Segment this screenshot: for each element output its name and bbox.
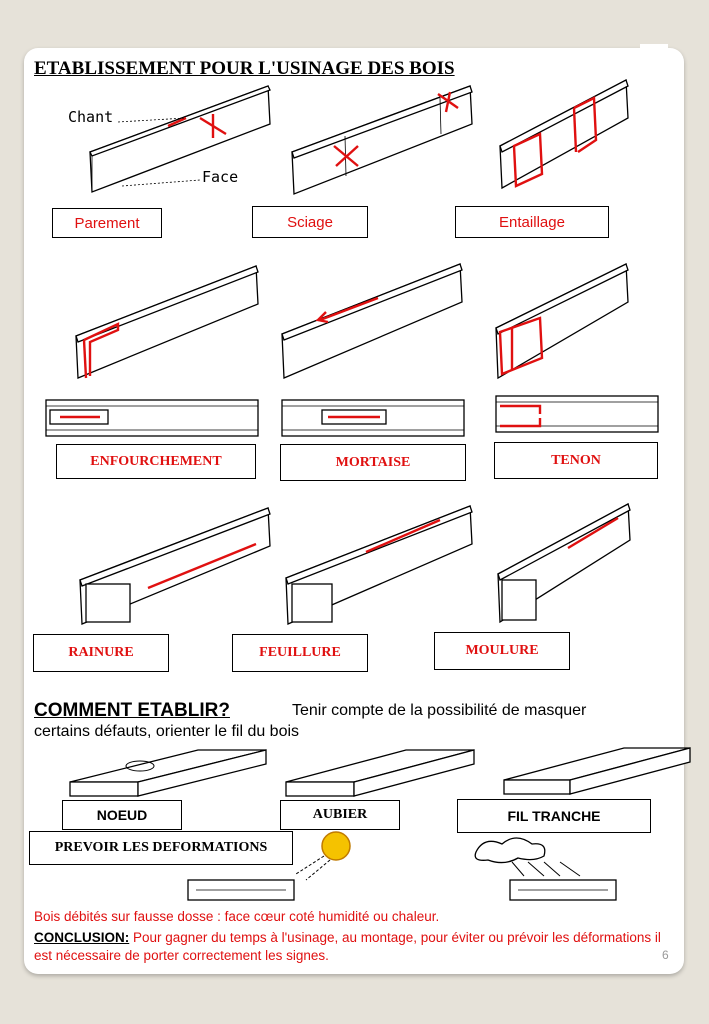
rainure-plank-illustration xyxy=(80,508,270,624)
label-noeud: NOEUD xyxy=(62,800,182,830)
label-rainure: RAINURE xyxy=(33,634,169,672)
label-mortaise: MORTAISE xyxy=(280,444,466,481)
mortaise-plank-illustration xyxy=(282,264,462,378)
cloud-icon xyxy=(475,838,580,876)
humidity-board-illustration xyxy=(510,880,616,900)
feuillure-plank-illustration xyxy=(286,506,472,624)
conclusion-text: Pour gagner du temps à l'usinage, au montage, pour éviter ou prévoir les déformations il est nécessaire de porter correctement les signes. xyxy=(34,930,661,963)
sun-icon xyxy=(296,832,350,880)
moulure-plank-illustration xyxy=(498,504,630,622)
entaillage-plank-illustration xyxy=(500,80,628,188)
label-parement: Parement xyxy=(52,208,162,238)
comment-heading: COMMENT ETABLIR? xyxy=(34,700,230,721)
label-feuillure: FEUILLURE xyxy=(232,634,368,672)
sciage-plank-illustration xyxy=(292,86,472,194)
label-moulure: MOULURE xyxy=(434,632,570,670)
enfourchement-plank-illustration xyxy=(76,266,258,378)
comment-text-1: Tenir compte de la possibilité de masquer xyxy=(292,702,587,719)
note-fausse-dosse: Bois débités sur fausse dosse : face cœur coté humidité ou chaleur. xyxy=(34,909,440,924)
chant-annotation: Chant xyxy=(68,108,114,126)
enfourchement-section xyxy=(46,400,258,436)
label-enfourchement: ENFOURCHEMENT xyxy=(56,444,256,479)
noeud-board-illustration xyxy=(70,750,266,796)
comment-text-2: certains défauts, orienter le fil du bois xyxy=(34,723,300,740)
conclusion-paragraph xyxy=(34,929,674,965)
page-number: 6 xyxy=(662,948,669,962)
label-tenon: TENON xyxy=(494,442,658,479)
parement-plank-illustration xyxy=(90,86,270,192)
label-fil-tranche: FIL TRANCHE xyxy=(457,799,651,833)
heat-board-illustration xyxy=(188,880,294,900)
label-sciage: Sciage xyxy=(252,206,368,238)
face-annotation: Face xyxy=(202,168,239,186)
fil-tranche-board-illustration xyxy=(504,748,690,794)
label-entaillage: Entaillage xyxy=(455,206,609,238)
label-prevoir-deformations: PREVOIR LES DEFORMATIONS xyxy=(29,831,293,865)
page-title: ETABLISSEMENT POUR L'USINAGE DES BOIS xyxy=(34,58,455,79)
tenon-section xyxy=(496,396,658,432)
label-aubier: AUBIER xyxy=(280,800,400,830)
mortaise-section xyxy=(282,400,464,436)
aubier-board-illustration xyxy=(286,750,474,796)
conclusion-heading: CONCLUSION: xyxy=(34,930,130,945)
tenon-plank-illustration xyxy=(496,264,628,378)
